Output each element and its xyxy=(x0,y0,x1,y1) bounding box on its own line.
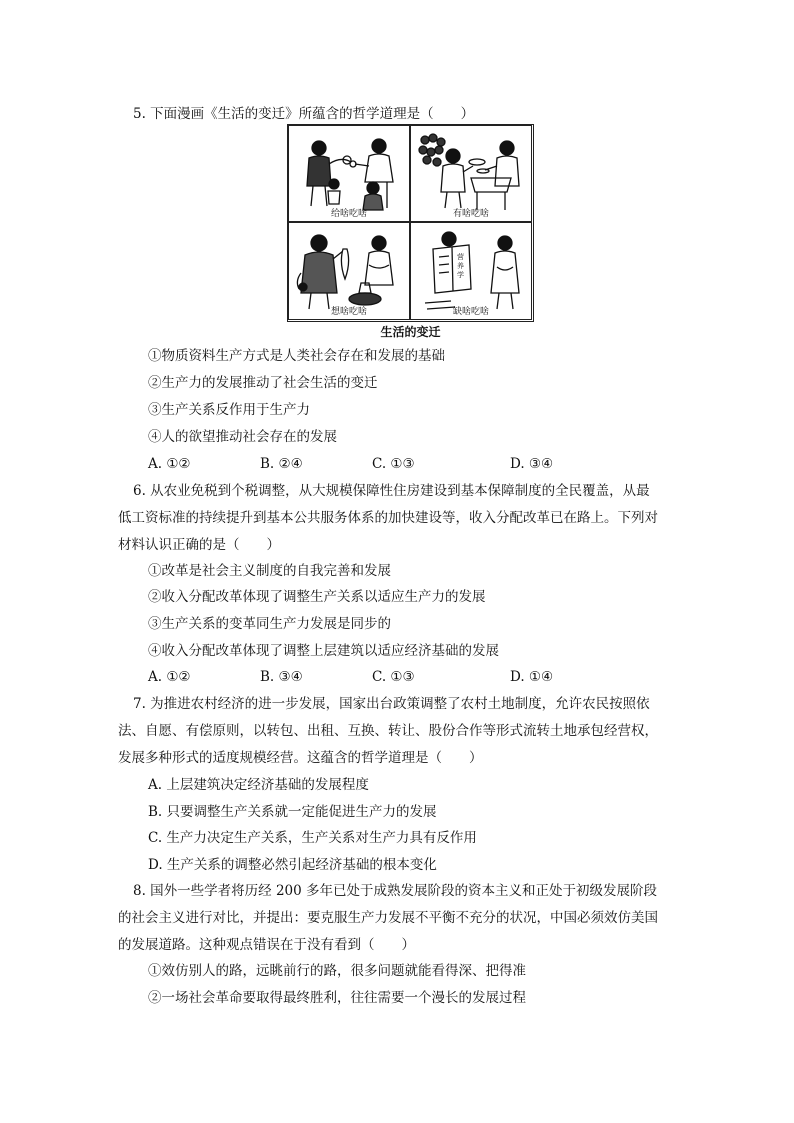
q8-item-2: ②一场社会革命要取得最终胜利，往往需要一个漫长的发展过程 xyxy=(148,990,526,1006)
book-text-line-2: 养 xyxy=(457,262,464,270)
q7-option-b: B. 只要调整生产关系就一定能促进生产力的发展 xyxy=(148,804,437,820)
q7-stem-line-3: 发展多种形式的适度规模经营。这蕴含的哲学道理是（ ） xyxy=(118,750,483,766)
cartoon-panel-1 xyxy=(288,125,410,222)
cartoon-panel-4-caption: 缺啥吃啥 xyxy=(452,307,489,317)
q5-stem: 5. 下面漫画《生活的变迁》所蕴含的哲学道理是（ ） xyxy=(133,106,475,122)
q6-choice-b: B. ③④ xyxy=(260,669,303,685)
q6-choice-c: C. ①③ xyxy=(372,669,415,685)
q6-item-4: ④收入分配改革体现了调整上层建筑以适应经济基础的发展 xyxy=(148,643,499,659)
cartoon-panel-2 xyxy=(410,125,532,222)
q6-choice-d: D. ①④ xyxy=(510,669,554,685)
q8-stem-line-3: 的发展道路。这种观点错误在于没有看到（ ） xyxy=(118,937,415,953)
q5-choice-c: C. ①③ xyxy=(372,456,415,472)
q5-choice-a: A. ①② xyxy=(148,456,191,472)
q6-item-2: ②收入分配改革体现了调整生产关系以适应生产力的发展 xyxy=(148,589,486,605)
cartoon-panel-3 xyxy=(288,222,410,320)
q6-item-1: ①改革是社会主义制度的自我完善和发展 xyxy=(148,563,391,579)
q7-option-a: A. 上层建筑决定经济基础的发展程度 xyxy=(148,777,369,793)
cartoon-panel-1-caption: 给啥吃啥 xyxy=(330,209,367,219)
q6-stem-line-1: 6. 从农业免税到个税调整，从大规模保障性住房建设到基本保障制度的全民覆盖，从最 xyxy=(133,483,650,499)
cartoon-panel-2-caption: 有啥吃啥 xyxy=(452,209,489,219)
cartoon-panel-4 xyxy=(410,222,532,320)
q8-stem-line-2: 的社会主义进行对比，并提出：要克服生产力发展不平衡不充分的状况，中国必须效仿美国 xyxy=(118,910,658,926)
book-text-line-1: 营 xyxy=(457,253,464,261)
q7-option-c: C. 生产力决定生产关系，生产关系对生产力具有反作用 xyxy=(148,830,477,846)
cartoon-figure xyxy=(287,124,534,322)
q6-item-3: ③生产关系的变革同生产力发展是同步的 xyxy=(148,616,391,632)
q8-item-1: ①效仿别人的路，远眺前行的路，很多问题就能看得深、把得准 xyxy=(148,963,526,979)
q7-option-d: D. 生产关系的调整必然引起经济基础的根本变化 xyxy=(148,857,437,873)
q5-item-1: ①物质资料生产方式是人类社会存在和发展的基础 xyxy=(148,348,445,364)
q5-item-3: ③生产关系反作用于生产力 xyxy=(148,402,310,418)
cartoon-panel-3-caption: 想啥吃啥 xyxy=(330,307,367,317)
q5-item-4: ④人的欲望推动社会存在的发展 xyxy=(148,429,337,445)
q6-stem-line-2: 低工资标准的持续提升到基本公共服务体系的加快建设等，收入分配改革已在路上。下列对 xyxy=(118,510,658,526)
q6-choice-a: A. ①② xyxy=(148,669,191,685)
q7-stem-line-1: 7. 为推进农村经济的进一步发展，国家出台政策调整了农村土地制度，允许农民按照依 xyxy=(133,696,650,712)
q5-choice-b: B. ②④ xyxy=(260,456,303,472)
q7-stem-line-2: 法、自愿、有偿原则，以转包、出租、互换、转让、股份合作等形式流转土地承包经营权， xyxy=(118,723,658,739)
book-text-line-3: 学 xyxy=(457,271,464,279)
q5-item-2: ②生产力的发展推动了社会生活的变迁 xyxy=(148,375,378,391)
cartoon-title: 生活的变迁 xyxy=(380,325,441,339)
q6-stem-line-3: 材料认识正确的是（ ） xyxy=(118,537,280,553)
q5-choice-d: D. ③④ xyxy=(510,456,554,472)
q8-stem-line-1: 8. 国外一些学者将历经 200 多年已处于成熟发展阶段的资本主义和正处于初级发展阶段 xyxy=(133,883,658,899)
